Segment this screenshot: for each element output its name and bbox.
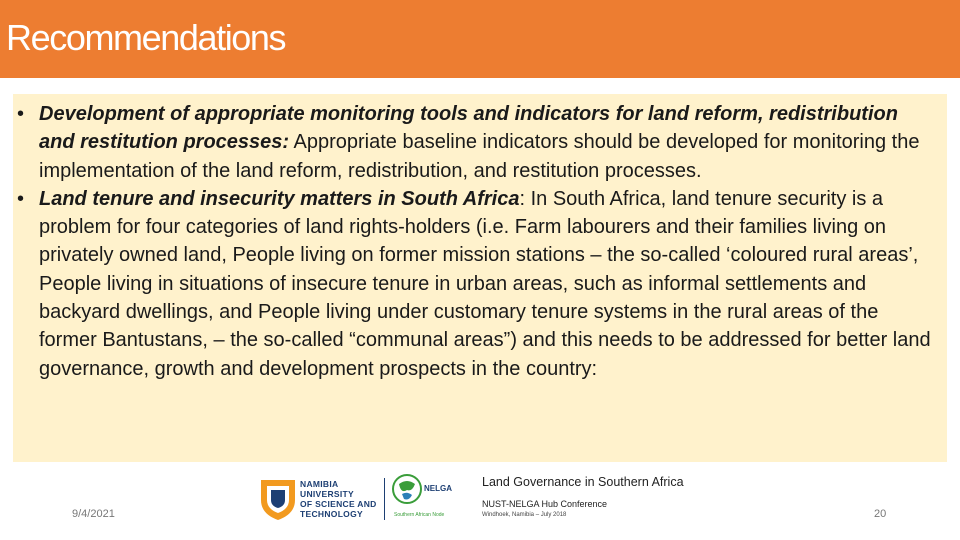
conference-place: Windhoek, Namibia – July 2018	[482, 512, 567, 518]
nust-logo-text: NAMIBIA UNIVERSITY OF SCIENCE AND TECHNOLOGY	[300, 479, 377, 519]
nelga-logo	[390, 472, 464, 524]
nelga-sub-text: Southern African Node	[394, 512, 445, 518]
nust-logo	[258, 476, 382, 522]
bullet-marker: •	[17, 103, 25, 125]
bullet-text: Appropriate baseline indicators should be developed for monitoring the implementation of the land reform, redistribution, and restitution processes.	[39, 131, 920, 182]
nelga-logo-text: NELGA	[424, 484, 452, 493]
conference-title: Land Governance in Southern Africa	[482, 475, 684, 489]
bullet-marker: •	[17, 187, 25, 210]
logo-divider	[384, 478, 385, 520]
bullet-item-monitoring	[13, 100, 947, 185]
bullet-text: : In South Africa, land tenure security is a problem for four categories of land rights-holders (i.e. Farm labourers and their families living on privately owned land, People living on former mission stations – the so-called ‘coloured rural areas’, People living in situations of insecure tenure in urban areas, such as informal settlements and backyard dwellings, and People living under customary tenure systems in the rural areas of the former Bantustans, – the so-called “communal areas”) and this needs to be addressed for better land governance, growth and development prospects in the country:	[39, 187, 931, 380]
bullet-lead: Land tenure and insecurity matters in South Africa	[39, 187, 520, 210]
bullet-lead: Development of appropriate monitoring tools and indicators for land reform, redistribution and restitution processes:	[39, 103, 898, 154]
title-bar	[0, 0, 960, 78]
conference-subtitle: NUST-NELGA Hub Conference	[482, 499, 608, 509]
bullet-list	[13, 100, 947, 383]
content-box	[13, 94, 947, 462]
nust-shield-icon	[258, 476, 298, 522]
bullet-item-tenure	[13, 185, 947, 383]
page-number: 20	[874, 508, 887, 520]
footer-date: 9/4/2021	[72, 508, 115, 520]
nelga-globe-icon	[390, 472, 424, 508]
slide-title: Recommendations	[6, 17, 286, 58]
